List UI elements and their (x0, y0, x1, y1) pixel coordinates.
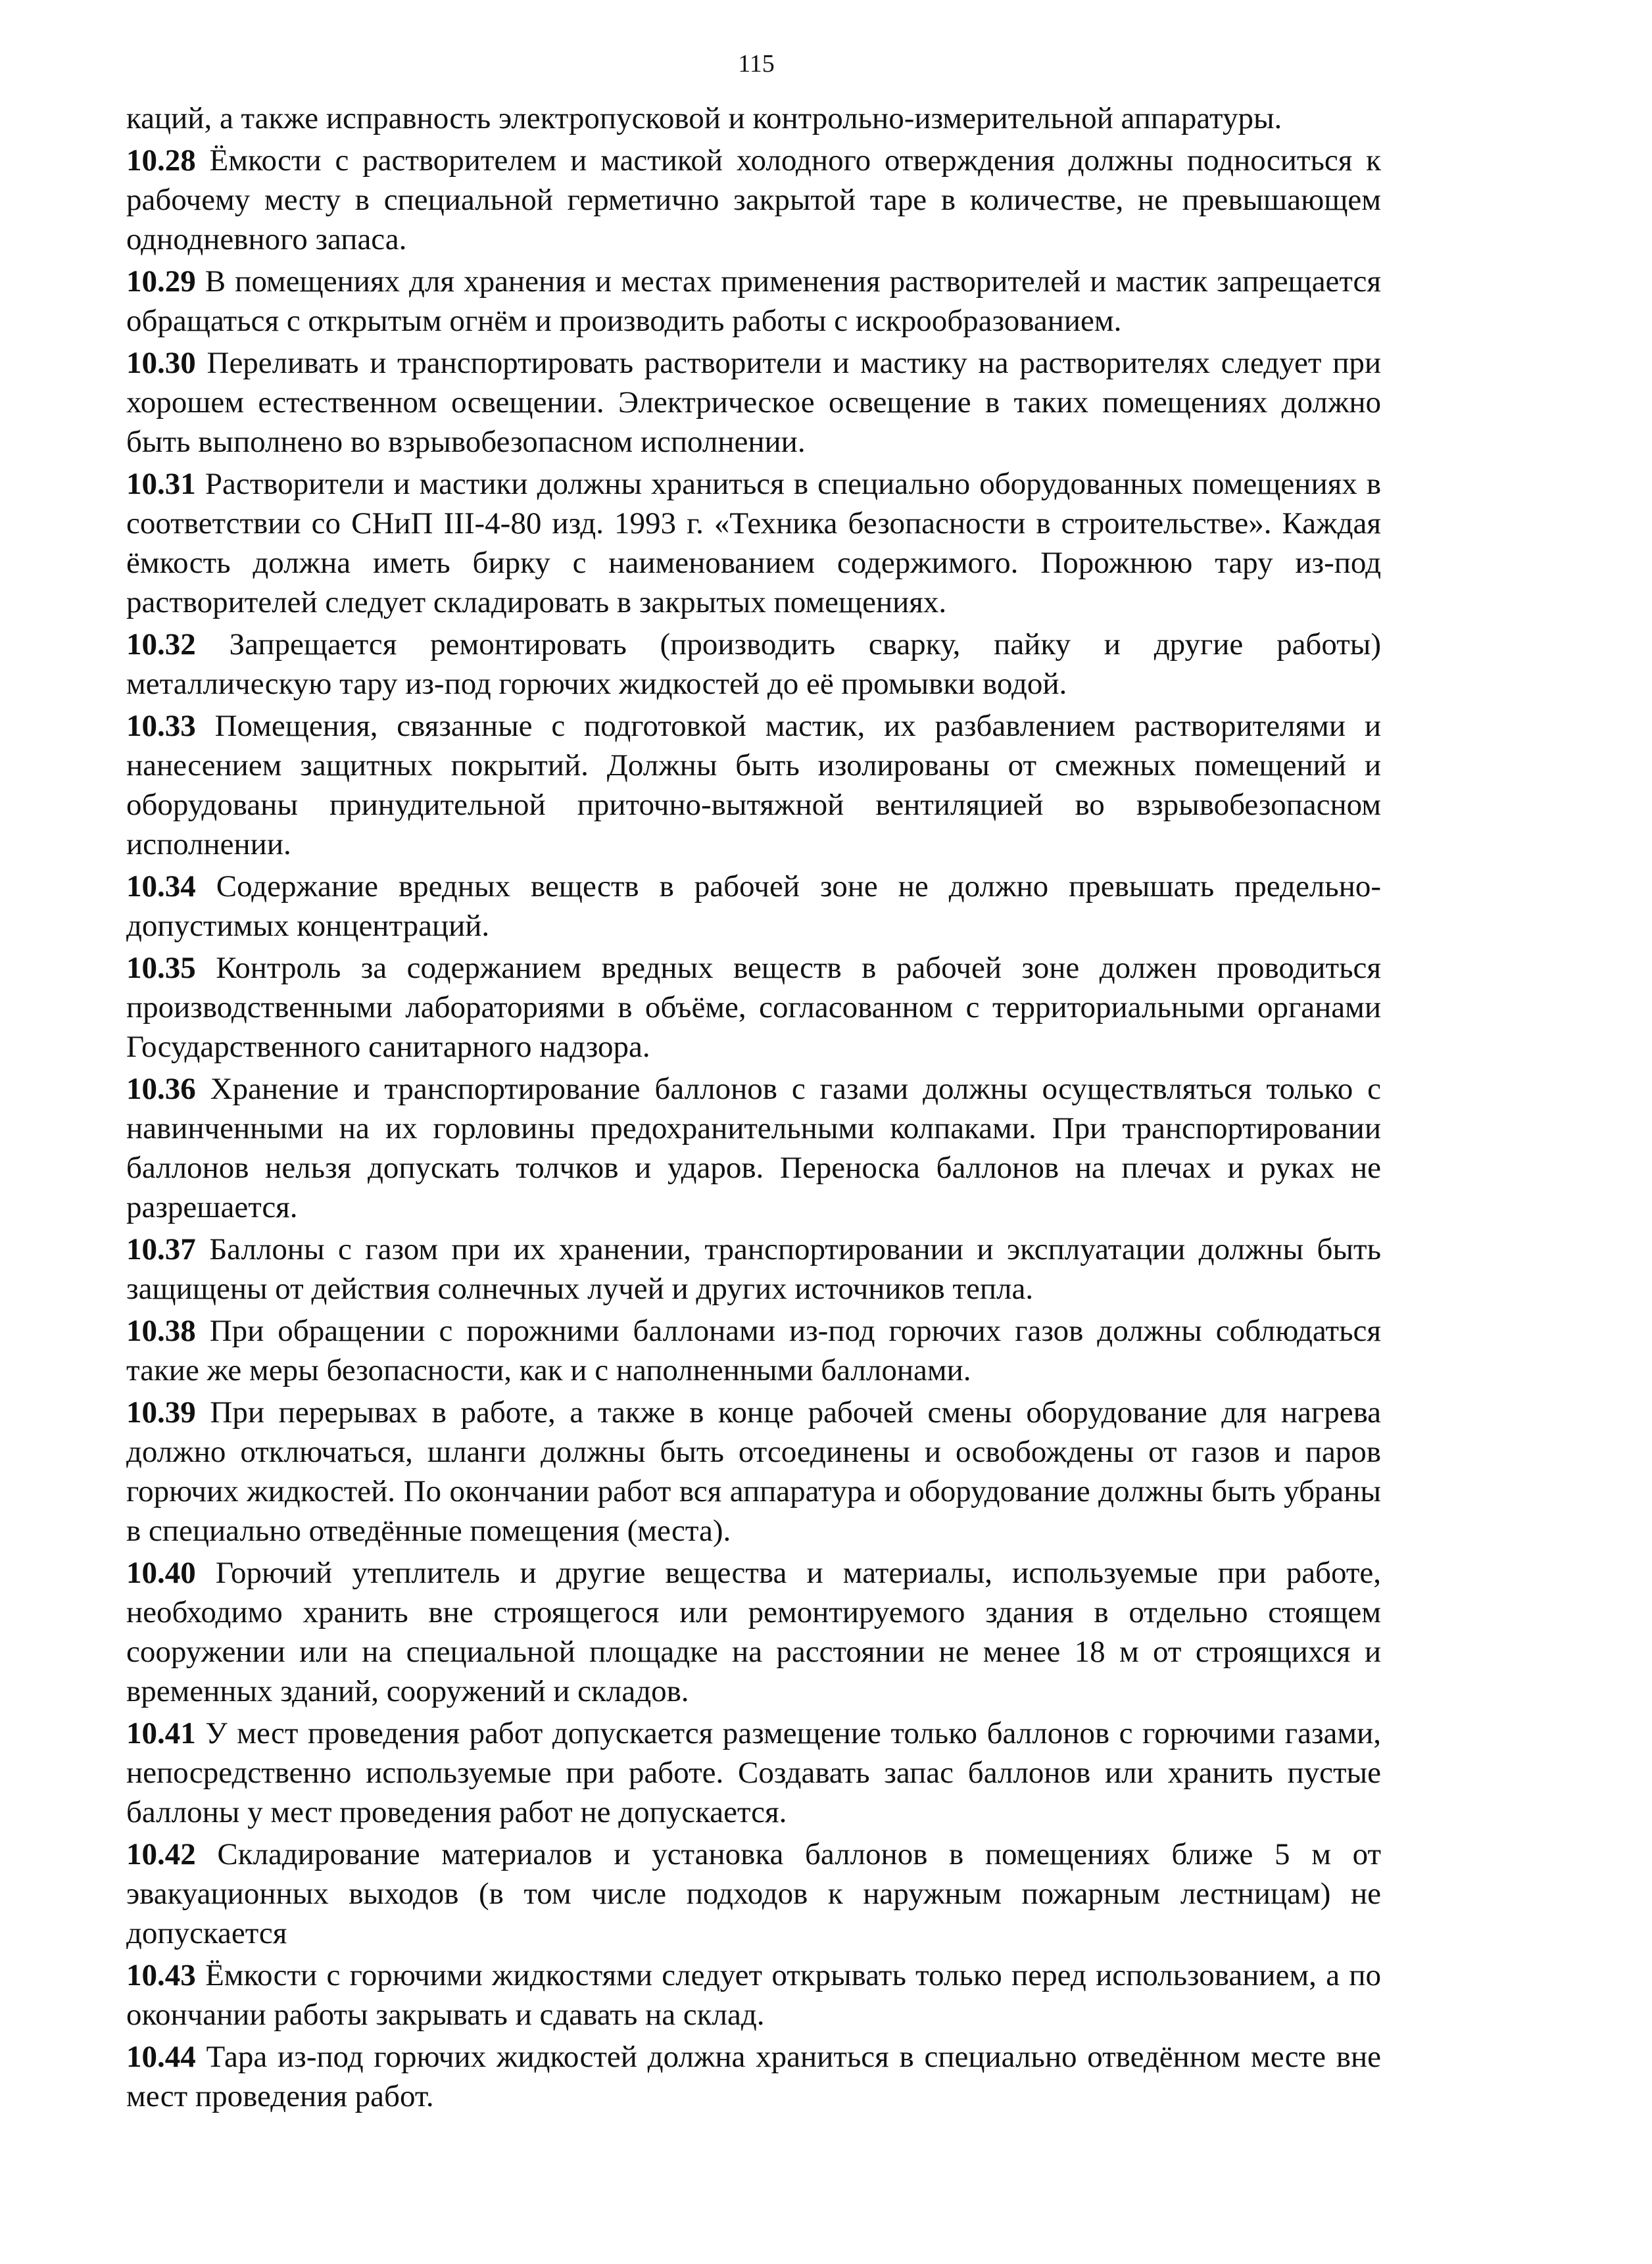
paragraph-number: 10.40 (126, 1556, 196, 1590)
paragraph-10-35 (126, 948, 1381, 1067)
paragraph-number: 10.44 (126, 2040, 196, 2074)
paragraph-text: Складирование материалов и установка баллонов в помещениях ближе 5 м от эвакуационных выходов (в том числе подходов к наружным пожарным лестницам) не допускается (126, 1837, 1381, 1950)
paragraph-text: Растворители и мастики должны храниться в специально оборудованных помещениях в соответствии со СНиП III-4-80 изд. 1993 г. «Техника безопасности в строительстве». Каждая ёмкость должна иметь бирку с наименованием содержимого. Порожнюю тару из-под растворителей следует складировать в закрытых помещениях. (126, 467, 1382, 619)
paragraph-10-43 (126, 1956, 1381, 2035)
paragraph-number: 10.36 (126, 1072, 196, 1106)
paragraph-10-44 (126, 2037, 1381, 2116)
paragraph-10-31 (126, 464, 1381, 622)
paragraph-number: 10.33 (126, 709, 196, 743)
paragraph-text: При перерывах в работе, а также в конце рабочей смены оборудование для нагрева должно отключаться, шланги должны быть отсоединены и освобождены от газов и паров горючих жидкостей. По окончании работ вся аппаратура и оборудование должны быть убраны в специально отведённые помещения (места). (126, 1395, 1382, 1548)
paragraph-text: Ёмкости с растворителем и мастикой холодного отверждения должны подноситься к рабочему месту в специальной герметично закрытой таре в количестве, не превышающем однодневного запаса. (126, 143, 1382, 256)
paragraph-10-36 (126, 1069, 1381, 1227)
paragraph-text: Ёмкости с горючими жидкостями следует открывать только перед использованием, а по окончании работы закрывать и сдавать на склад. (126, 1958, 1381, 2032)
paragraph-number: 10.41 (126, 1716, 196, 1750)
paragraph-number: 10.37 (126, 1232, 196, 1266)
paragraph-text: В помещениях для хранения и местах применения растворителей и мастик запрещается обращаться с открытым огнём и производить работы с искрообразованием. (126, 264, 1382, 338)
lead-paragraph: каций, а также исправность электропусковой и контрольно-измерительной аппаратуры. (126, 101, 1282, 135)
paragraph-number: 10.28 (126, 143, 196, 178)
paragraph-10-32 (126, 625, 1381, 704)
paragraph-text: У мест проведения работ допускается размещение только баллонов с горючими газами, непосредственно используемые при работе. Создавать запас баллонов или хранить пустые баллоны у мест проведения работ не допускается. (126, 1716, 1382, 1829)
paragraph-text: При обращении с порожними баллонами из-под горючих газов должны соблюдаться такие же меры безопасности, как и с наполненными баллонами. (126, 1314, 1381, 1387)
paragraph-10-38 (126, 1311, 1381, 1390)
paragraph-10-30 (126, 343, 1381, 462)
paragraph-10-39 (126, 1393, 1381, 1551)
paragraph-number: 10.38 (126, 1314, 196, 1348)
paragraph-number: 10.34 (126, 869, 196, 903)
paragraph-10-34 (126, 867, 1381, 946)
paragraph-10-42 (126, 1835, 1381, 1953)
paragraph-number: 10.29 (126, 264, 196, 299)
paragraph-10-40 (126, 1553, 1381, 1711)
paragraph-text: Баллоны с газом при их хранении, транспортировании и эксплуатации должны быть защищены от действия солнечных лучей и других источников тепла. (126, 1232, 1381, 1306)
paragraph-text: Горючий утеплитель и другие вещества и материалы, используемые при работе, необходимо хранить вне строящегося или ремонтируемого здания в отдельно стоящем сооружении или на специальной площадке на расстоянии не менее 18 м от строящихся и временных зданий, сооружений и складов. (126, 1556, 1381, 1708)
paragraph-number: 10.35 (126, 951, 196, 985)
paragraph-text: Тара из-под горючих жидкостей должна храниться в специально отведённом месте вне мест проведения работ. (126, 2040, 1381, 2113)
paragraph-text: Переливать и транспортировать растворители и мастику на растворителях следует при хорошем естественном освещении. Электрическое освещение в таких помещениях должно быть выполнено во взрывобезопасном исполнении. (126, 346, 1381, 459)
paragraph-10-29 (126, 262, 1381, 341)
paragraph-number: 10.31 (126, 467, 196, 501)
paragraph-text: Запрещается ремонтировать (производить сварку, пайку и другие работы) металлическую тару из-под горючих жидкостей до её промывки водой. (126, 627, 1381, 701)
paragraph-number: 10.39 (126, 1395, 196, 1430)
paragraph-10-41 (126, 1714, 1381, 1832)
paragraph-text: Содержание вредных веществ в рабочей зоне не должно превышать предельно-допустимых концентраций. (126, 869, 1382, 943)
paragraph-number: 10.32 (126, 627, 196, 662)
paragraph-number: 10.42 (126, 1837, 196, 1871)
paragraph-number: 10.30 (126, 346, 196, 380)
page-number: 115 (738, 50, 775, 78)
paragraph-10-37 (126, 1230, 1381, 1309)
paragraph-text: Контроль за содержанием вредных веществ в рабочей зоне должен проводиться производственными лабораториями в объёме, согласованном с территориальными органами Государственного санитарного надзора. (126, 951, 1382, 1064)
paragraph-10-28 (126, 141, 1381, 259)
paragraph-number: 10.43 (126, 1958, 196, 1992)
document-body (126, 99, 1381, 2119)
paragraph-text: Помещения, связанные с подготовкой мастик, их разбавлением растворителями и нанесением защитных покрытий. Должны быть изолированы от смежных помещений и оборудованы принудительной приточно-вытяжной вентиляцией во взрывобезопасном исполнении. (126, 709, 1381, 861)
paragraph-text: Хранение и транспортирование баллонов с газами должны осуществляться только с навинченными на их горловины предохранительными колпаками. При транспортировании баллонов нельзя допускать толчков и ударов. Переноска баллонов на плечах и руках не разрешается. (126, 1072, 1381, 1224)
paragraph-10-33 (126, 706, 1381, 864)
